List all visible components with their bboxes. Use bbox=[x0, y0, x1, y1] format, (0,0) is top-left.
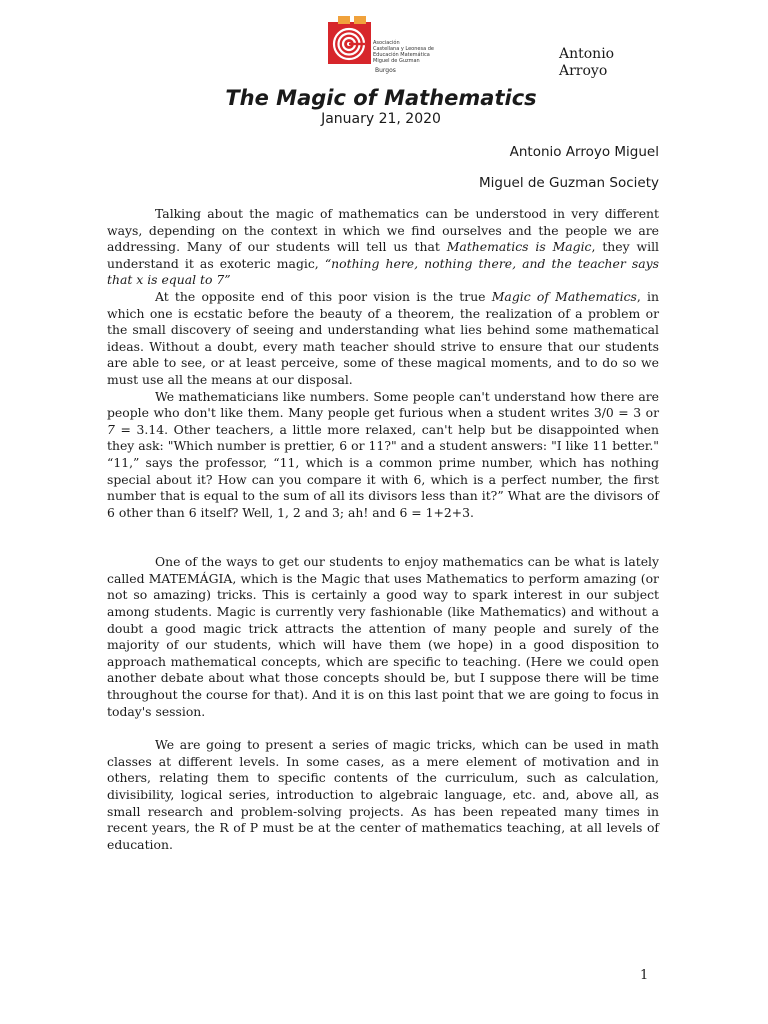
paragraph-2 bbox=[107, 289, 659, 389]
society-logo bbox=[328, 16, 452, 78]
author-last-name: Arroyo bbox=[559, 63, 608, 79]
document-title: The Magic of Mathematics bbox=[225, 86, 537, 110]
logo-line: Asociación bbox=[373, 40, 400, 46]
logo-text bbox=[373, 40, 453, 64]
logo-line: Castellana y Leonesa de bbox=[373, 46, 434, 52]
paragraph-1 bbox=[107, 206, 659, 289]
text-run: = 3.14. Other teachers, a little more relaxed, can't help but be disappointed when they ask: "Which number is prettier, 6 or 11?" and a student answers: "I like 11 better." “11,” says the professor, “11, which is a common prime number, which has nothing special about it? How can you compare it with 6, which is a perfect number, the first number that is equal to the sum of all its divisors less than it?” What are the divisors of 6 other than 6 itself? Well, 1, 2 and 3; ah! and 6 = 1+2+3. bbox=[107, 421, 659, 520]
emphasis-text: 7 bbox=[107, 421, 115, 437]
text-run: , they will understand it as exoteric magic, bbox=[107, 239, 659, 271]
author-full-name: Antonio Arroyo Miguel bbox=[509, 144, 659, 160]
paragraph-4: One of the ways to get our students to enjoy mathematics can be what is lately called MATEMÁGIA, which is the Magic that uses Mathematics to perform amazing (or not so amazing) tricks. This is certainly a good way to spark interest in our subject among students. Magic is currently very fashionable (like Mathematics) and without a doubt a good magic trick attracts the attention of many people and surely of the majority of our students, which will have them (we hope) in a good disposition to approach mathematical concepts, which are specific to teaching. (Here we could open another debate about what those concepts should be, but I suppose there will be time throughout the course for that). And it is on this last point that we are going to focus in today's session. bbox=[107, 554, 659, 719]
emphasis-quote: “nothing here, nothing there, and the teacher says that x is equal to 7” bbox=[107, 255, 659, 288]
emphasis-text: Magic of Mathematics bbox=[491, 288, 637, 304]
text-run: We mathematicians like numbers. Some people can't understand how there are people who don't like them. Many people get furious when a student writes 3/0 = 3 or bbox=[107, 388, 659, 421]
document-date: January 21, 2020 bbox=[321, 111, 441, 127]
logo-line: Miguel de Guzman bbox=[373, 58, 420, 64]
text-run: Talking about the magic of mathematics can be understood in very different ways, depending on the context in which we find ourselves and the people we are addressing. Many of our students will tell us that bbox=[107, 206, 659, 255]
paragraph-5: We are going to present a series of magic tricks, which can be used in math classes at different levels. In some cases, as a mere element of motivation and in others, relating them to specific contents of the curriculum, such as calculation, divisibility, logical series, introduction to algebraic language, etc. and, above all, as small research and problem-solving projects. As has been repeated many times in recent years, the R of P must be at the center of mathematics teaching, at all levels of education. bbox=[107, 737, 659, 852]
logo-city: Burgos bbox=[375, 67, 396, 74]
text-run: At the opposite end of this poor vision is the true bbox=[155, 288, 492, 304]
page-number: 1 bbox=[640, 968, 649, 983]
emphasis-text: Mathematics is Magic bbox=[446, 239, 592, 255]
logo-line: Educación Matemática bbox=[373, 52, 430, 58]
text-run: , in which one is ecstatic before the beauty of a theorem, the realization of a problem or the small discovery of seeing and understanding what lies behind some mathematical ideas. Without a doubt, every math teacher should strive to ensure that our students are able to see, or at least perceive, some of these magical moments, and to do so we must use all the means at our disposal. bbox=[107, 288, 659, 387]
author-first-name: Antonio bbox=[559, 46, 615, 62]
spiral-logo-icon bbox=[328, 16, 371, 64]
paragraph-3 bbox=[107, 389, 659, 522]
society-name: Miguel de Guzman Society bbox=[478, 175, 659, 191]
header-author bbox=[559, 46, 649, 80]
document-body bbox=[107, 206, 659, 853]
